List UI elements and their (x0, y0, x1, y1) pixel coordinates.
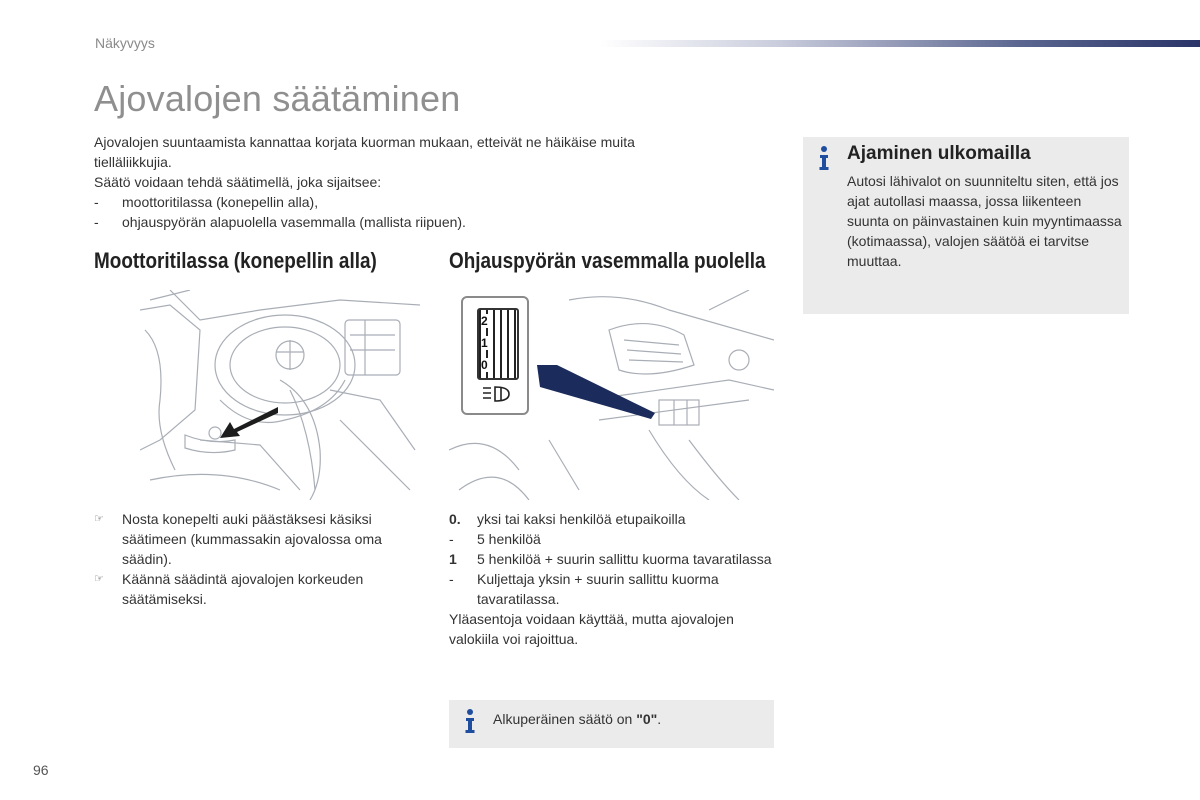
page-title: Ajovalojen säätäminen (94, 78, 461, 119)
position-note: Yläasentoja voidaan käyttää, mutta ajovalojen valokiila voi rajoittua. (449, 611, 734, 647)
pointing-hand-icon: ☞ (94, 513, 104, 525)
engine-compartment-illustration (140, 290, 420, 500)
dial-label-0: 0 (481, 358, 488, 372)
position-key: 0. (449, 511, 461, 527)
intro-list-text: moottoritilassa (konepellin alla), (122, 194, 319, 210)
arrow-icon (537, 365, 657, 420)
position-key: - (449, 571, 454, 587)
position-text: 5 henkilöä + suurin sallittu kuorma tavaratilassa (477, 551, 772, 567)
header-bar (600, 40, 1200, 47)
initial-setting-value: "0" (636, 711, 658, 727)
list-item (94, 509, 424, 569)
info-icon (817, 145, 831, 171)
position-text: yksi tai kaksi henkilöä etupaikoilla (477, 511, 686, 527)
initial-setting-label: Alkuperäinen säätö on (493, 711, 637, 727)
intro-list-item (94, 212, 714, 232)
info-box-title: Ajaminen ulkomailla (847, 143, 1031, 164)
engine-section-heading: Moottoritilassa (konepellin alla) (94, 248, 377, 273)
arrow-icon (220, 405, 280, 445)
step-text: Käännä säädintä ajovalojen korkeuden säätämiseksi. (122, 571, 364, 607)
list-item (94, 569, 424, 609)
dial-detail-inset (461, 296, 529, 415)
steering-dial-illustration (449, 290, 774, 500)
position-key: - (449, 531, 454, 547)
section-label: Näkyvyys (95, 35, 155, 51)
page-number: 96 (33, 762, 49, 778)
dash-marker: - (94, 214, 99, 230)
position-text: 5 henkilöä (477, 531, 541, 547)
info-icon (463, 708, 477, 734)
dial-label-2: 2 (481, 314, 488, 328)
engine-steps (94, 509, 424, 609)
intro-text (94, 132, 714, 232)
initial-setting-note (449, 700, 774, 748)
info-box-text: Autosi lähivalot on suunniteltu siten, että jos ajat autollasi maassa, jossa liikenteen suunta on päinvastainen kuin myyntimaassa (kotimaassa), valojen säätöä ei tarvitse muuttaa. (847, 173, 1122, 269)
intro-list-item (94, 192, 714, 212)
position-key: 1 (449, 551, 457, 567)
position-row (449, 529, 779, 549)
initial-setting-suffix: . (657, 711, 662, 727)
position-row (449, 509, 779, 529)
position-text: Kuljettaja yksin + suurin sallittu kuorma tavaratilassa. (477, 571, 719, 607)
dial-label-1: 1 (481, 336, 488, 350)
dial-wheel (477, 308, 519, 380)
headlight-level-icon (479, 384, 513, 404)
position-row (449, 549, 779, 569)
intro-paragraph: Ajovalojen suuntaamista kannattaa korjata kuorman mukaan, etteivät ne häikäise muita tielläliikkujia. (94, 134, 635, 170)
position-row (449, 569, 779, 609)
initial-setting-text (493, 711, 661, 727)
intro-paragraph: Säätö voidaan tehdä säätimellä, joka sijaitsee: (94, 174, 382, 190)
steering-section-heading: Ohjauspyörän vasemmalla puolella (449, 248, 766, 273)
intro-list-text: ohjauspyörän alapuolella vasemmalla (mallista riipuen). (122, 214, 466, 230)
dash-marker: - (94, 194, 99, 210)
pointing-hand-icon: ☞ (94, 573, 104, 585)
info-box (803, 137, 1129, 314)
position-list (449, 509, 779, 649)
step-text: Nosta konepelti auki päästäksesi käsiksi säätimeen (kummassakin ajovalossa oma säädin). (122, 511, 382, 567)
